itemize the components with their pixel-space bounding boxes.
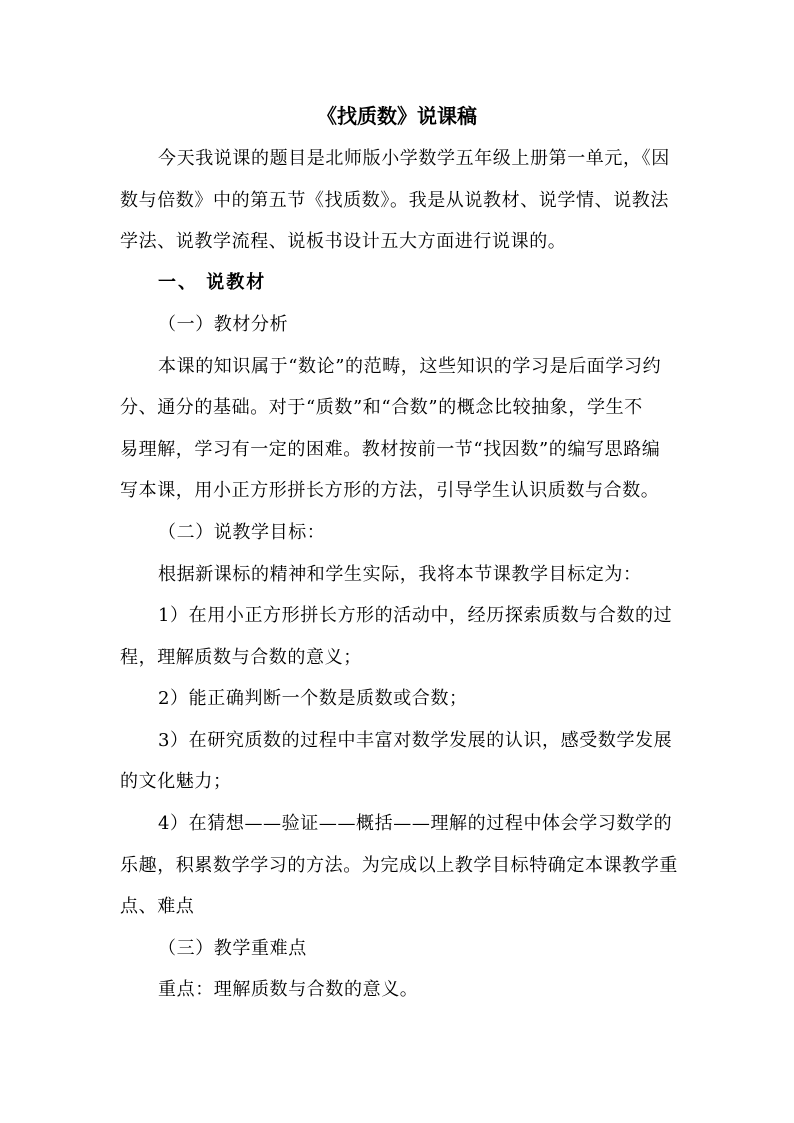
paragraph-line: 今天我说课的题目是北师版小学数学五年级上册第一单元，《因 — [158, 148, 670, 169]
list-item: 3）在研究质数的过程中丰富对数学发展的认识，感受数学发展 — [158, 730, 673, 751]
paragraph-line: 易理解，学习有一定的困难。教材按前一节“找因数”的编写思路编 — [120, 439, 661, 460]
list-item: 1）在用小正方形拼长方形的活动中，经历探索质数与合数的过 — [158, 605, 673, 626]
paragraph-line: 根据新课标的精神和学生实际，我将本节课教学目标定为： — [158, 564, 642, 585]
paragraph-line: 重点：理解质数与合数的意义。 — [158, 979, 419, 1000]
list-item: 2）能正确判断一个数是质数或合数； — [158, 688, 468, 709]
list-item: 4）在猜想——验证——概括——理解的过程中体会学习数学的 — [158, 813, 673, 834]
paragraph-line: 数与倍数》中的第五节《找质数》。我是从说教材、说学情、说教法 — [120, 190, 669, 211]
paragraph-line: 分、通分的基础。对于“质数”和“合数”的概念比较抽象，学生不 — [120, 397, 643, 418]
paragraph-line: 写本课，用小正方形拼长方形的方法，引导学生认识质数与合数。 — [120, 480, 660, 501]
paragraph-line: 学法、说教学流程、说板书设计五大方面进行说课的。 — [120, 231, 567, 252]
paragraph-line: 乐趣，积累数学学习的方法。为完成以上教学目标特确定本课教学重 — [120, 855, 678, 876]
paragraph-line: 的文化魅力； — [120, 771, 232, 792]
document-title: 《找质数》说课稿 — [317, 104, 477, 128]
section-heading: 一、 说教材 — [158, 272, 267, 293]
subsection-heading: （三）教学重难点 — [158, 938, 307, 959]
subsection-heading: （一）教材分析 — [158, 314, 289, 335]
paragraph-line: 点、难点 — [120, 896, 195, 917]
paragraph-line: 本课的知识属于“数论”的范畴，这些知识的学习是后面学习约 — [158, 356, 662, 377]
paragraph-line: 程，理解质数与合数的意义； — [120, 647, 362, 668]
subsection-heading: （二）说教学目标： — [158, 522, 326, 543]
